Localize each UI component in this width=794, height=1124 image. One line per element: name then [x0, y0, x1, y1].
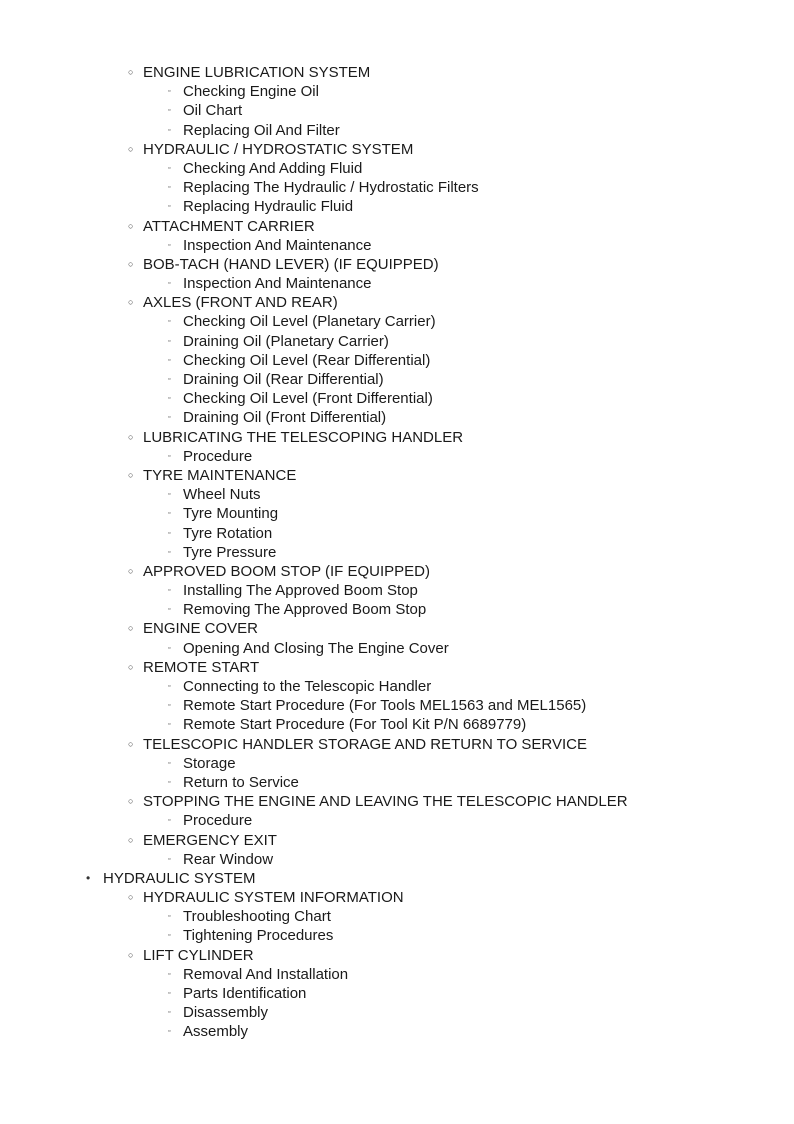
circle-bullet-icon: ○ [128, 565, 134, 576]
item-label: LUBRICATING THE TELESCOPING HANDLER [143, 428, 464, 446]
square-bullet-icon: ▫ [168, 702, 171, 710]
square-bullet-icon: ▫ [168, 491, 171, 499]
circle-bullet-icon: ○ [128, 661, 134, 672]
topic-item[interactable] [0, 677, 794, 696]
item-label: Disassembly [183, 1004, 269, 1022]
square-bullet-icon: ▫ [168, 241, 171, 249]
item-label: ATTACHMENT CARRIER [143, 217, 315, 235]
square-bullet-icon: ▫ [168, 913, 171, 921]
item-label: Replacing The Hydraulic / Hydrostatic Filters [183, 179, 479, 197]
table-of-contents [0, 63, 794, 1042]
subsection-item[interactable] [0, 735, 794, 754]
item-label: Opening And Closing The Engine Cover [183, 639, 449, 657]
square-bullet-icon: ▫ [168, 855, 171, 863]
subsection-item[interactable] [0, 792, 794, 811]
item-label: Replacing Oil And Filter [183, 121, 340, 139]
square-bullet-icon: ▫ [168, 548, 171, 556]
square-bullet-icon: ▫ [168, 970, 171, 978]
topic-item[interactable] [0, 312, 794, 331]
item-label: Rear Window [183, 850, 274, 868]
square-bullet-icon: ▫ [168, 587, 171, 595]
topic-item[interactable] [0, 236, 794, 255]
item-label: Checking And Adding Fluid [183, 159, 363, 177]
item-label: Wheel Nuts [183, 486, 261, 504]
item-label: TELESCOPIC HANDLER STORAGE AND RETURN TO SERVICE [143, 735, 587, 753]
item-label: Procedure [183, 447, 253, 465]
square-bullet-icon: ▫ [168, 337, 171, 345]
item-label: REMOTE START [143, 658, 260, 676]
item-label: Draining Oil (Front Differential) [183, 409, 387, 427]
item-label: Parts Identification [183, 985, 307, 1002]
square-bullet-icon: ▫ [168, 164, 171, 172]
topic-item[interactable] [0, 447, 794, 466]
topic-item[interactable] [0, 850, 794, 869]
item-label: APPROVED BOOM STOP (IF EQUIPPED) [143, 562, 430, 580]
item-label: HYDRAULIC / HYDROSTATIC SYSTEM [143, 140, 414, 158]
square-bullet-icon: ▫ [168, 932, 171, 940]
circle-bullet-icon: ○ [128, 949, 134, 960]
square-bullet-icon: ▫ [168, 318, 171, 326]
item-label: Checking Oil Level (Planetary Carrier) [183, 313, 436, 331]
square-bullet-icon: ▫ [168, 817, 171, 825]
topic-item[interactable] [0, 1003, 794, 1022]
square-bullet-icon: ▫ [168, 683, 171, 690]
item-label: HYDRAULIC SYSTEM [103, 869, 256, 887]
subsection-item[interactable] [0, 466, 794, 485]
item-label: Troubleshooting Chart [183, 908, 331, 926]
item-label: Checking Engine Oil [183, 83, 319, 101]
circle-bullet-icon: ○ [128, 220, 134, 231]
item-label: Procedure [183, 812, 253, 830]
square-bullet-icon: ▫ [168, 107, 171, 115]
square-bullet-icon: ▫ [168, 452, 171, 460]
section-item[interactable] [0, 869, 794, 888]
item-label: Removing The Approved Boom Stop [183, 601, 427, 619]
subsection-item[interactable] [0, 831, 794, 850]
circle-bullet-icon: ○ [128, 67, 134, 77]
circle-bullet-icon: ○ [128, 892, 134, 903]
item-label: Connecting to the Telescopic Handler [183, 678, 432, 695]
square-bullet-icon: ▫ [168, 510, 171, 518]
square-bullet-icon: ▫ [168, 644, 171, 652]
topic-item[interactable] [0, 351, 794, 370]
topic-item[interactable] [0, 984, 794, 1003]
item-label: Removal And Installation [183, 965, 349, 983]
subsection-item[interactable] [0, 63, 794, 82]
topic-item[interactable] [0, 485, 794, 504]
topic-item[interactable] [0, 121, 794, 140]
circle-bullet-icon: ○ [128, 738, 134, 749]
subsection-item[interactable] [0, 217, 794, 236]
topic-item[interactable] [0, 543, 794, 562]
item-label: Checking Oil Level (Rear Differential) [183, 351, 431, 369]
item-label: Return to Service [183, 773, 299, 791]
disc-bullet-icon: • [86, 870, 91, 885]
topic-item[interactable] [0, 715, 794, 734]
item-label: STOPPING THE ENGINE AND LEAVING THE TELESCOPIC HANDLER [143, 793, 628, 811]
square-bullet-icon: ▫ [168, 606, 171, 614]
square-bullet-icon: ▫ [168, 395, 171, 403]
topic-item[interactable] [0, 274, 794, 293]
item-label: TYRE MAINTENANCE [143, 466, 297, 484]
item-label: ENGINE LUBRICATION SYSTEM [143, 64, 371, 81]
topic-item[interactable] [0, 389, 794, 408]
square-bullet-icon: ▫ [168, 88, 171, 96]
item-label: Checking Oil Level (Front Differential) [183, 390, 433, 408]
topic-item[interactable] [0, 1022, 794, 1041]
topic-item[interactable] [0, 370, 794, 389]
square-bullet-icon: ▫ [168, 376, 171, 383]
item-label: Inspection And Maintenance [183, 275, 372, 293]
item-label: Tyre Rotation [183, 524, 273, 542]
item-label: Oil Chart [183, 102, 243, 120]
circle-bullet-icon: ○ [128, 796, 134, 807]
topic-item[interactable] [0, 82, 794, 101]
topic-item[interactable] [0, 581, 794, 600]
circle-bullet-icon: ○ [128, 834, 134, 845]
item-label: Tyre Pressure [183, 543, 277, 561]
item-label: EMERGENCY EXIT [143, 831, 277, 849]
subsection-item[interactable] [0, 562, 794, 581]
topic-item[interactable] [0, 639, 794, 658]
subsection-item[interactable] [0, 946, 794, 965]
circle-bullet-icon: ○ [128, 469, 134, 480]
item-label: Remote Start Procedure (For Tools MEL1563 and MEL1565) [183, 697, 587, 715]
item-label: ENGINE COVER [143, 620, 259, 638]
square-bullet-icon: ▫ [168, 1028, 171, 1036]
topic-item[interactable] [0, 811, 794, 830]
square-bullet-icon: ▫ [168, 184, 171, 192]
item-label: Assembly [183, 1023, 249, 1041]
topic-item[interactable] [0, 696, 794, 715]
topic-item[interactable] [0, 524, 794, 543]
topic-item[interactable] [0, 408, 794, 427]
circle-bullet-icon: ○ [128, 623, 134, 634]
item-label: BOB-TACH (HAND LEVER) (IF EQUIPPED) [143, 255, 439, 273]
topic-item[interactable] [0, 332, 794, 351]
item-label: AXLES (FRONT AND REAR) [143, 294, 338, 312]
item-label: Storage [183, 754, 236, 772]
subsection-item[interactable] [0, 888, 794, 907]
item-label: Replacing Hydraulic Fluid [183, 198, 354, 216]
topic-item[interactable] [0, 600, 794, 619]
square-bullet-icon: ▫ [168, 356, 171, 364]
square-bullet-icon: ▫ [168, 126, 171, 134]
item-label: Draining Oil (Planetary Carrier) [183, 332, 389, 350]
subsection-item[interactable] [0, 255, 794, 274]
square-bullet-icon: ▫ [168, 778, 171, 786]
item-label: Remote Start Procedure (For Tool Kit P/N 6689779) [183, 716, 527, 734]
square-bullet-icon: ▫ [168, 529, 171, 537]
square-bullet-icon: ▫ [168, 721, 171, 729]
square-bullet-icon: ▫ [168, 759, 171, 767]
circle-bullet-icon: ○ [128, 143, 134, 154]
circle-bullet-icon: ○ [128, 297, 134, 308]
square-bullet-icon: ▫ [168, 1009, 171, 1017]
topic-item[interactable] [0, 159, 794, 178]
topic-item[interactable] [0, 926, 794, 945]
square-bullet-icon: ▫ [168, 414, 171, 422]
circle-bullet-icon: ○ [128, 258, 134, 269]
subsection-item[interactable] [0, 293, 794, 312]
topic-item[interactable] [0, 101, 794, 120]
subsection-item[interactable] [0, 658, 794, 677]
square-bullet-icon: ▫ [168, 990, 171, 997]
topic-item[interactable] [0, 197, 794, 216]
subsection-item[interactable] [0, 140, 794, 159]
item-label: Inspection And Maintenance [183, 236, 372, 254]
item-label: HYDRAULIC SYSTEM INFORMATION [143, 889, 404, 907]
circle-bullet-icon: ○ [128, 431, 134, 442]
topic-item[interactable] [0, 907, 794, 926]
item-label: Draining Oil (Rear Differential) [183, 371, 384, 388]
topic-item[interactable] [0, 754, 794, 773]
square-bullet-icon: ▫ [168, 203, 171, 211]
topic-item[interactable] [0, 504, 794, 523]
topic-item[interactable] [0, 178, 794, 197]
square-bullet-icon: ▫ [168, 280, 171, 288]
subsection-item[interactable] [0, 619, 794, 638]
subsection-item[interactable] [0, 428, 794, 447]
topic-item[interactable] [0, 773, 794, 792]
item-label: Installing The Approved Boom Stop [183, 582, 418, 600]
item-label: Tyre Mounting [183, 505, 279, 523]
item-label: Tightening Procedures [183, 927, 334, 945]
topic-item[interactable] [0, 965, 794, 984]
item-label: LIFT CYLINDER [143, 946, 254, 964]
